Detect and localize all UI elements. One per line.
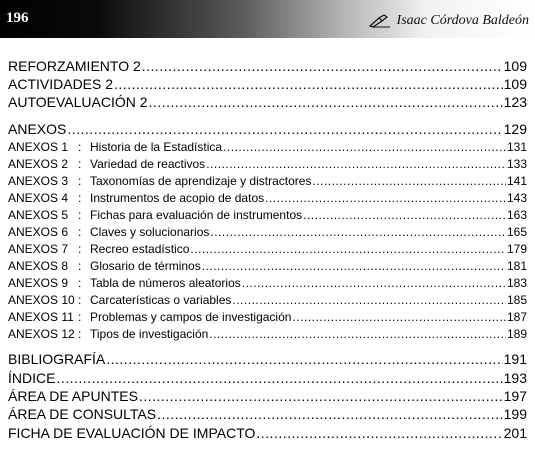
toc-entry-page: 109 xyxy=(503,58,527,74)
anexo-page: 183 xyxy=(506,276,527,290)
toc-entry-page: 123 xyxy=(503,94,527,110)
anexo-title: Tabla de números aleatorios xyxy=(90,276,241,290)
leader-dots xyxy=(206,157,506,171)
toc-entry-page: 199 xyxy=(503,406,527,422)
anexo-code: ANEXOS 5 xyxy=(8,208,69,222)
toc-entry-title: REFORZAMIENTO 2 xyxy=(8,58,141,74)
anexo-title: Instrumentos de acopio de datos xyxy=(90,191,265,205)
anexo-page: 179 xyxy=(506,242,527,256)
anexo-entry xyxy=(8,259,527,274)
toc-entry-title: ANEXOS xyxy=(8,121,67,137)
anexo-entry xyxy=(8,140,527,155)
leader-dots xyxy=(106,351,502,367)
anexo-separator: : xyxy=(78,174,82,188)
anexo-separator: : xyxy=(78,225,82,239)
leader-dots xyxy=(312,174,506,188)
leader-dots xyxy=(242,276,506,290)
anexo-code: ANEXOS 11 xyxy=(8,310,74,324)
anexo-title: Taxonomías de aprendizaje y distractores xyxy=(90,174,312,188)
anexo-page: 187 xyxy=(506,310,527,324)
leader-dots xyxy=(202,259,506,273)
anexo-separator: : xyxy=(78,327,82,341)
toc-entry-title: ÁREA DE CONSULTAS xyxy=(8,406,157,422)
anexo-separator: : xyxy=(78,208,82,222)
toc-entry-anexos xyxy=(8,121,527,138)
anexo-code: ANEXOS 12 xyxy=(8,327,75,341)
anexo-entry xyxy=(8,174,527,189)
anexo-entry xyxy=(8,242,527,257)
toc-entry xyxy=(8,58,527,75)
anexo-separator: : xyxy=(78,140,82,154)
anexo-entry xyxy=(8,276,527,291)
leader-dots xyxy=(210,225,506,239)
anexo-separator: : xyxy=(78,293,82,307)
anexo-title: Tipos de investigación xyxy=(90,327,209,341)
anexo-entry xyxy=(8,191,527,206)
anexo-page: 185 xyxy=(506,293,527,307)
toc-entry-page: 191 xyxy=(503,351,527,367)
toc-entry-page: 129 xyxy=(503,121,527,137)
leader-dots xyxy=(139,388,503,404)
leader-dots xyxy=(190,242,506,256)
anexo-entry xyxy=(8,293,527,308)
toc-entry xyxy=(8,351,527,368)
leader-dots xyxy=(292,310,506,324)
leader-dots xyxy=(56,370,502,386)
anexo-title: Problemas y campos de investigación xyxy=(90,310,292,324)
toc-entry xyxy=(8,388,527,405)
leader-dots xyxy=(303,208,506,222)
toc-entry xyxy=(8,76,527,93)
anexo-entry xyxy=(8,225,527,240)
anexo-code: ANEXOS 3 xyxy=(8,174,69,188)
leader-dots xyxy=(256,425,502,441)
anexo-code: ANEXOS 1 xyxy=(8,140,69,154)
anexo-title: Claves y solucionarios xyxy=(90,225,210,239)
leader-dots xyxy=(67,121,502,137)
toc-entry xyxy=(8,425,527,442)
anexo-page: 165 xyxy=(506,225,527,239)
anexo-page: 141 xyxy=(506,174,527,188)
anexo-code: ANEXOS 4 xyxy=(8,191,69,205)
leader-dots xyxy=(114,76,503,92)
toc-entry-title: BIBLIOGRAFÍA xyxy=(8,351,106,367)
leader-dots xyxy=(232,293,506,307)
leader-dots xyxy=(265,191,506,205)
anexo-title: Fichas para evaluación de instrumentos xyxy=(90,208,303,222)
toc-entry-title: ÁREA DE APUNTES xyxy=(8,388,138,404)
toc-entry-page: 201 xyxy=(503,425,527,441)
anexo-separator: : xyxy=(78,259,82,273)
toc-entry-title: AUTOEVALUACIÓN 2 xyxy=(8,94,148,110)
anexo-title: Historia de la Estadística xyxy=(90,140,223,154)
anexo-code: ANEXOS 9 xyxy=(8,276,69,290)
anexo-code: ANEXOS 8 xyxy=(8,259,69,273)
anexo-code: ANEXOS 7 xyxy=(8,242,69,256)
leader-dots xyxy=(142,58,503,74)
anexo-separator: : xyxy=(78,242,82,256)
anexo-entry xyxy=(8,208,527,223)
anexo-separator: : xyxy=(78,276,82,290)
anexo-code: ANEXOS 6 xyxy=(8,225,69,239)
leader-dots xyxy=(149,94,503,110)
toc-entry-title: ACTIVIDADES 2 xyxy=(8,76,114,92)
anexo-separator: : xyxy=(78,191,82,205)
author-name: Isaac Córdova Baldeón xyxy=(396,13,529,28)
toc-entry-page: 109 xyxy=(503,76,527,92)
leader-dots xyxy=(209,327,506,341)
toc-entry-title: ÍNDICE xyxy=(8,370,56,386)
anexo-title: Carcaterísticas o variables xyxy=(90,293,232,307)
anexo-page: 189 xyxy=(506,327,527,341)
toc-entry xyxy=(8,406,527,423)
toc-entry-page: 193 xyxy=(503,370,527,386)
anexo-code: ANEXOS 2 xyxy=(8,157,69,171)
toc-entry xyxy=(8,370,527,387)
anexo-separator: : xyxy=(78,157,82,171)
anexo-page: 163 xyxy=(506,208,527,222)
anexo-code: ANEXOS 10 xyxy=(8,293,75,307)
anexo-page: 133 xyxy=(506,157,527,171)
anexo-separator: : xyxy=(78,310,82,324)
page-number: 196 xyxy=(6,10,29,26)
anexo-entry xyxy=(8,310,527,325)
anexo-title: Glosario de términos xyxy=(90,259,201,273)
anexo-page: 143 xyxy=(506,191,527,205)
anexo-page: 131 xyxy=(506,140,527,154)
anexo-title: Recreo estadístico xyxy=(90,242,190,256)
leader-dots xyxy=(223,140,506,154)
anexo-page: 181 xyxy=(506,259,527,273)
leader-dots xyxy=(157,406,503,422)
toc-entry-page: 197 xyxy=(503,388,527,404)
toc-entry xyxy=(8,94,527,111)
anexo-entry xyxy=(8,157,527,172)
toc-entry-title: FICHA DE EVALUACIÓN DE IMPACTO xyxy=(8,425,256,441)
anexo-entry xyxy=(8,327,527,342)
anexo-title: Variedad de reactivos xyxy=(90,157,206,171)
